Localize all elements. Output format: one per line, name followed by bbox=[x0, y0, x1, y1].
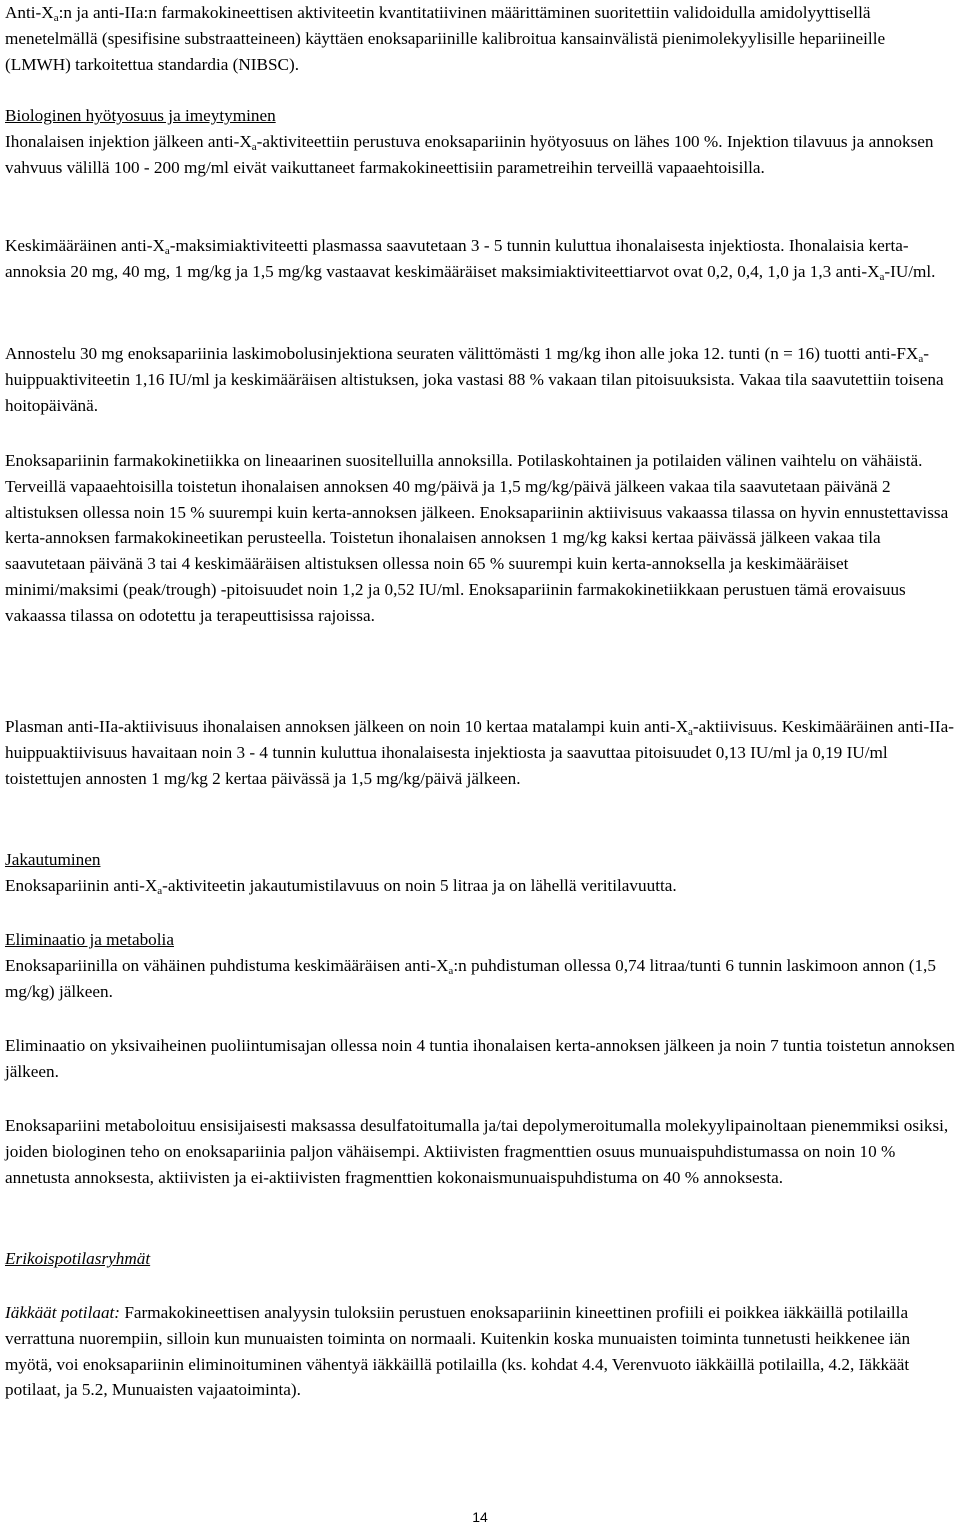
intro-paragraph: Anti-$X_a:n$ ja anti-IIa:n farmakokineettisen aktiviteetin kvantitatiivinen määrittäminen suoritettiin validoidulla amidolyyttisellä menetelmällä (spesifisine substraatteineen) käyttäen enoksapariinille kalibroitua kansainvälistä pienimolekyylisille hepariineille (LMWH) tarkoitettua standardia (NIBSC). bbox=[5, 3, 886, 74]
page-number: 14 bbox=[472, 1509, 488, 1525]
elimination-paragraph: Enoksapariinilla on vähäinen puhdistuma keskimääräisen anti-$X_a:n$ puhdistuman ollessa 0,74 litraa/tunti 6 tunnin laskimoon annon (1,5 mg/kg) jälkeen. bbox=[5, 956, 936, 1001]
bioavailability-heading: Biologinen hyötyosuus ja imeytyminen bbox=[5, 106, 276, 125]
metabolism-paragraph: Enoksapariini metaboloituu ensisijaisesti maksassa desulfatoitumalla ja/tai depolymeroitumalla molekyylipainoltaan pienemmiksi osiksi, joiden biologinen teho on enoksapariinia paljon vähäisempi. Aktiivisten fragmenttien osuus munuaispuhdistumassa on noin 10 % annetusta annoksesta, aktiivisten ja ei-aktiivisten fragmenttien kokonaismunuaispuhdistuma on 40 % annoksesta. bbox=[5, 1116, 949, 1187]
half-life-paragraph: Eliminaatio on yksivaiheinen puoliintumisajan ollessa noin 4 tuntia ihonalaisen kerta-annoksen jälkeen ja noin 7 tuntia toistetun annoksen jälkeen. bbox=[5, 1036, 955, 1081]
elderly-paragraph: Iäkkäät potilaat: Farmakokineettisen analyysin tuloksiin perustuen enoksapariinin kineettinen profiili ei poikkea iäkkäillä potilailla verrattuna nuorempiin, silloin kun munuaisten toiminta on normaali. Kuitenkin koska munuaisten toiminta tunnetusti heikkenee iän myötä, voi enoksapariinin eliminoituminen vähentyä iäkkäillä potilailla (ks. kohdat 4.4, Verenvuoto iäkkäillä potilailla, 4.2, Iäkkäät potilaat, ja 5.2, Munuaisten vajaatoiminta). bbox=[5, 1303, 911, 1400]
special-populations-heading: Erikoispotilasryhmät bbox=[5, 1249, 151, 1268]
elimination-heading: Eliminaatio ja metabolia bbox=[5, 930, 174, 949]
anti-iia-paragraph: Plasman anti-IIa-aktiivisuus ihonalaisen annoksen jälkeen on noin 10 kertaa matalampi kuin anti-$X_a$-aktiivisuus. Keskimääräinen anti-IIa-huippuaktiivisuus havaitaan noin 3 - 4 tunnin kuluttua ihonalaisesta injektiosta ja saavuttaa pitoisuudet 0,13 IU/ml ja 0,19 IU/ml toistettujen annosten 1 mg/kg 2 kertaa päivässä ja 1,5 mg/kg/päivä jälkeen. bbox=[5, 717, 954, 788]
linearity-paragraph: Enoksapariinin farmakokinetiikka on lineaarinen suositelluilla annoksilla. Potilaskohtainen ja potilaiden välinen vaihtelu on vähäistä. Terveillä vapaaehtoisilla toistetun ihonalaisen annoksen 40 mg/päivä ja 1,5 mg/kg/päivä jälkeen vakaa tila saavutetaan päivänä 2 altistuksen ollessa noin 15 % suurempi kuin kerta-annoksen jälkeen. Enoksapariinin aktiivisuus vakaassa tilassa on hyvin ennustettavissa kerta-annoksen farmakokineetikan perusteella. Toistetun ihonalaisen annoksen 1 mg/kg kaksi kertaa päivässä jälkeen vakaa tila saavutetaan päivänä 3 tai 4 keskimääräisen altistuksen ollessa noin 65 % suurempi kuin kerta-annoksella ja keskimääräiset minimi/maksimi (peak/trough) -pitoisuudet noin 1,2 ja 0,52 IU/ml. Enoksapariinin farmakokinetiikkaan perustuen tämä erovaisuus vakaassa tilassa on odotettu ja terapeuttisissa rajoissa. bbox=[5, 451, 949, 625]
distribution-paragraph: Enoksapariinin anti-$X_a$-aktiviteetin jakautumistilavuus on noin 5 litraa ja on lähellä veritilavuutta. bbox=[5, 876, 677, 897]
elderly-label: Iäkkäät potilaat: bbox=[5, 1303, 121, 1322]
bioavailability-paragraph: Ihonalaisen injektion jälkeen anti-$X_a$-aktiviteettiin perustuva enoksapariinin hyötyosuus on lähes 100 %. Injektion tilavuus ja annoksen vahvuus välillä 100 - 200 mg/ml eivät vaikuttaneet farmakokineettisiin parametreihin terveillä vapaaehtoisilla. bbox=[5, 132, 934, 177]
distribution-heading: Jakautuminen bbox=[5, 850, 101, 869]
max-activity-paragraph: Keskimääräinen anti-$X_a$-maksimiaktiviteetti plasmassa saavutetaan 3 - 5 tunnin kuluttua ihonalaisesta injektiosta. Ihonalaisia kerta-annoksia 20 mg, 40 mg, 1 mg/kg ja 1,5 mg/kg vastaavat keskimääräiset maksimiaktiviteettiarvot ovat 0,2, 0,4, 1,0 ja 1,3 anti-$X_a-IU/ml$. bbox=[5, 236, 936, 283]
bolus-paragraph: Annostelu 30 mg enoksapariinia laskimobolusinjektiona seuraten välittömästi 1 mg/kg ihon alle joka 12. tunti (n = 16) tuotti anti-$FX_a$-huippuaktiviteetin 1,16 IU/ml ja keskimääräisen altistuksen, joka vastasi 88 % vakaan tilan pitoisuuksista. Vakaa tila saavutettiin toisena hoitopäivänä. bbox=[5, 344, 944, 415]
